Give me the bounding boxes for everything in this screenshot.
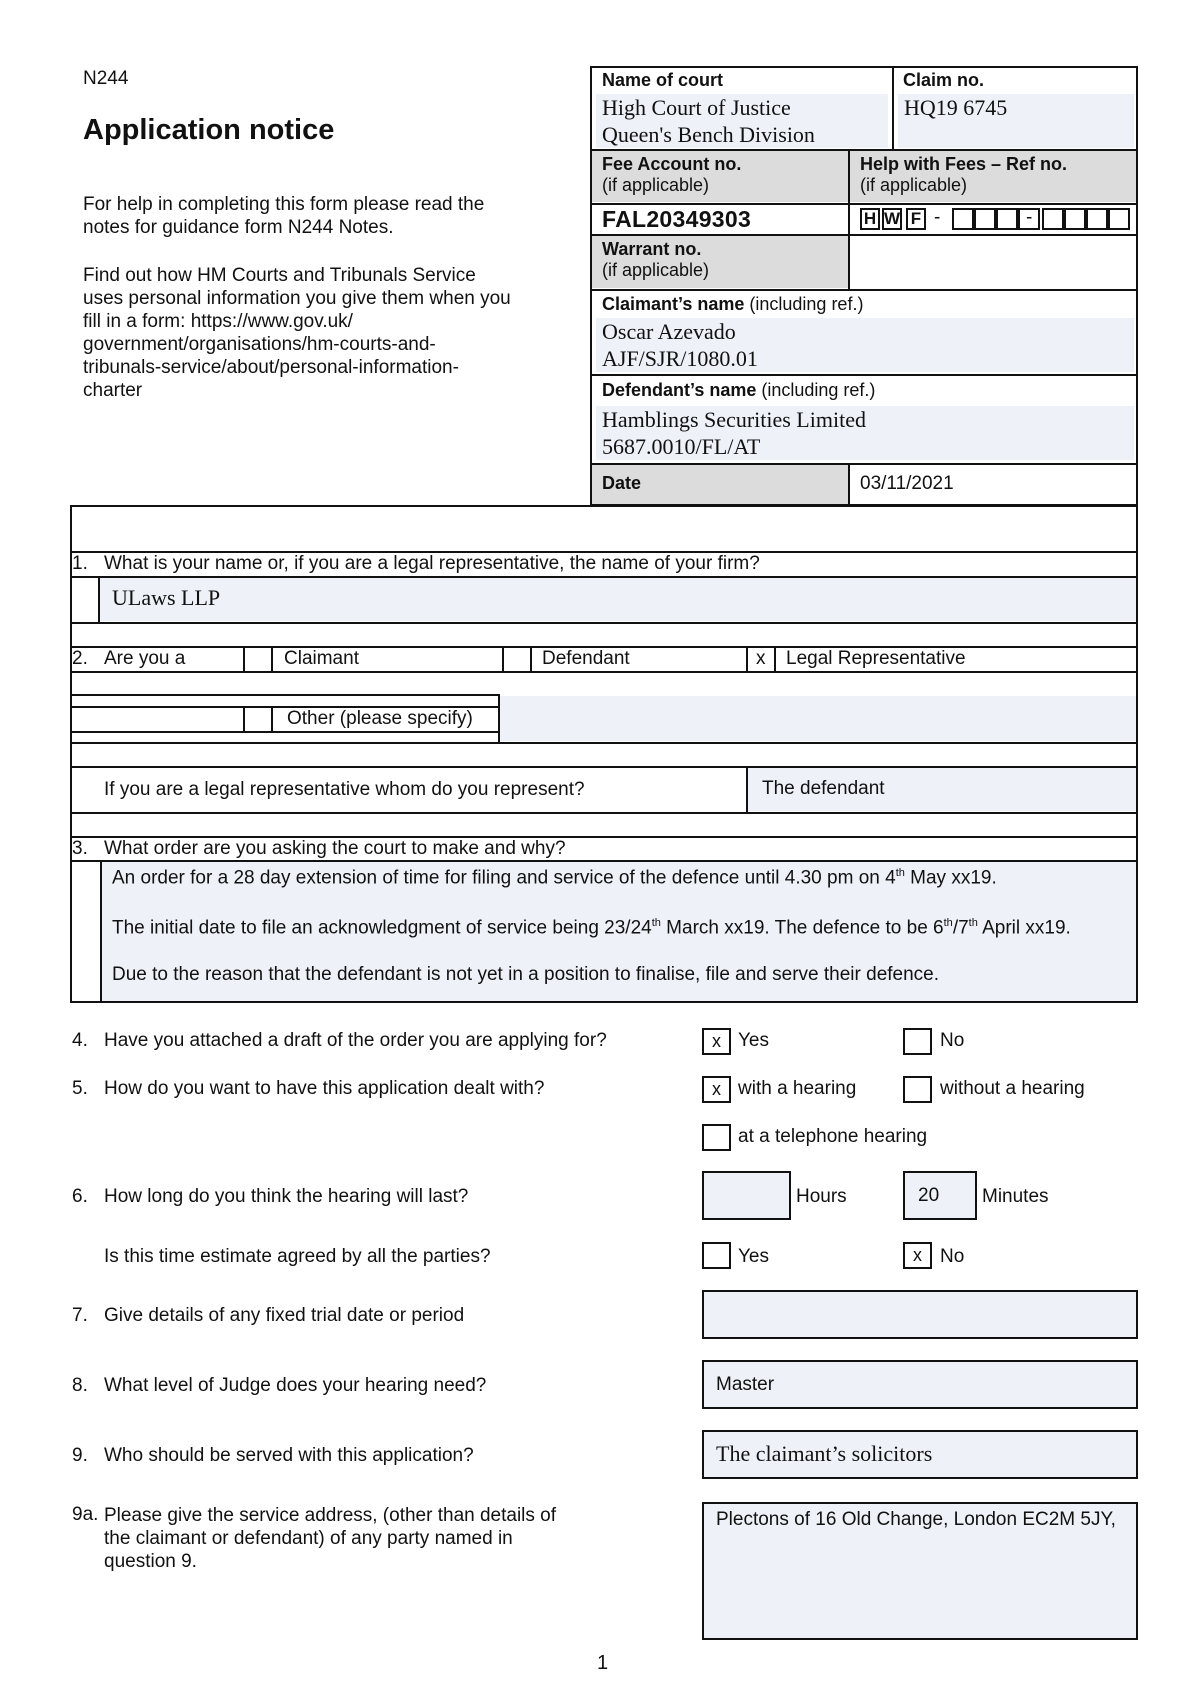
hwf-digit-box[interactable] [1086, 208, 1108, 230]
q2-text: Are you a [104, 648, 186, 669]
q3-para2-b: March xx19. The defence to be 6 [660, 917, 944, 939]
hwf-dash-1: - [934, 207, 941, 228]
q3-number: 3. [72, 838, 88, 859]
defendant-label-text: Defendant’s name [602, 380, 757, 400]
q4-text: Have you attached a draft of the order you are applying for? [104, 1030, 607, 1051]
court-line1: High Court of Justice [602, 95, 791, 120]
q3-text: What order are you asking the court to make and why? [104, 838, 566, 859]
q5-telephone-checkbox[interactable] [702, 1124, 731, 1151]
claimant-checkbox[interactable] [271, 646, 273, 671]
q4-no-label: No [940, 1030, 965, 1051]
q9-input[interactable]: The claimant’s solicitors [702, 1430, 1138, 1479]
warrant-sub: (if applicable) [602, 260, 710, 280]
hwf-digit-box[interactable] [1108, 208, 1130, 230]
court-line2: Queen's Bench Division [602, 122, 815, 147]
claimant-line2: AJF/SJR/1080.01 [602, 346, 758, 371]
claimant-label-suffix: (including ref.) [744, 294, 864, 314]
court-field[interactable] [596, 94, 888, 148]
q4-number: 4. [72, 1030, 88, 1051]
claim-label: Claim no. [903, 70, 985, 90]
claimant-label-text: Claimant’s name [602, 294, 745, 314]
q5-telephone-label: at a telephone hearing [738, 1126, 928, 1147]
defendant-line1: Hamblings Securities Limited [602, 407, 866, 432]
q3-para2-d: April xx19. [977, 917, 1071, 939]
q8-text: What level of Judge does your hearing need? [104, 1375, 487, 1396]
fee-label: Fee Account no. [602, 154, 742, 174]
q6-number: 6. [72, 1186, 88, 1207]
claimant-field[interactable] [596, 318, 1134, 372]
q8-number: 8. [72, 1375, 88, 1396]
q5-without-hearing-checkbox[interactable] [903, 1076, 932, 1103]
divider [590, 374, 1138, 376]
divider [774, 646, 776, 671]
divider [892, 66, 894, 150]
divider [70, 742, 1138, 744]
defendant-field[interactable] [596, 406, 1134, 460]
hwf-f-box: F [906, 208, 926, 230]
claim-value: HQ19 6745 [904, 95, 1008, 120]
q3-para2-sup3: th [968, 917, 978, 930]
q2-other: Other (please specify) [287, 708, 473, 729]
q8-input[interactable]: Master [702, 1360, 1138, 1409]
help-text: For help in completing this form please read the notes for guidance form N244 Notes. [83, 194, 485, 238]
q5-number: 5. [72, 1078, 88, 1099]
date-value[interactable]: 03/11/2021 [860, 473, 954, 494]
form-code: N244 [83, 68, 129, 89]
q6-agreed-no-checkbox[interactable]: x [903, 1242, 932, 1269]
q3-para1-b: May xx19. [904, 867, 997, 889]
other-specify-field[interactable] [500, 696, 1136, 741]
hwf-sub: (if applicable) [860, 175, 968, 195]
warrant-field[interactable] [850, 236, 1136, 288]
divider [70, 812, 1138, 814]
hours-label: Hours [796, 1186, 847, 1207]
q3-answer-field[interactable] [102, 862, 1136, 1001]
defendant-label [602, 380, 875, 401]
hwf-digit-box[interactable] [974, 208, 996, 230]
rep-answer: The defendant [762, 778, 885, 799]
hwf-dash-2: - [1026, 207, 1033, 228]
q6-agreed-yes-label: Yes [738, 1246, 769, 1267]
minutes-label: Minutes [982, 1186, 1049, 1207]
fee-sub: (if applicable) [602, 175, 710, 195]
legal-rep-checkbox[interactable]: x [756, 648, 766, 669]
hwf-digit-box[interactable] [1042, 208, 1064, 230]
q3-para2-a: The initial date to file an acknowledgment of service being 23/24 [112, 917, 652, 939]
warrant-label-cell [592, 236, 848, 288]
defendant-checkbox[interactable] [530, 646, 532, 671]
divider [590, 289, 1138, 291]
q9-number: 9. [72, 1445, 88, 1466]
divider [848, 463, 850, 506]
warrant-label: Warrant no. [602, 239, 702, 259]
divider [70, 671, 1138, 673]
q3-para1 [102, 862, 1136, 889]
divider [243, 706, 245, 731]
defendant-label-suffix: (including ref.) [756, 380, 876, 400]
q6-agreed-yes-checkbox[interactable] [702, 1242, 731, 1269]
q3-para1-a: An order for a 28 day extension of time for filing and service of the defence until 4.30 pm on 4 [112, 867, 896, 889]
divider [590, 203, 1138, 205]
hwf-digit-box[interactable] [952, 208, 974, 230]
q4-no-checkbox[interactable] [903, 1028, 932, 1055]
privacy-text: Find out how HM Courts and Tribunals Service uses personal information you give them when you fill in a form: https://www.gov.uk/ government/organisations/hm-courts-and-tribunals-service/about/personal-information-charter [83, 265, 511, 401]
claim-field[interactable] [898, 94, 1134, 148]
date-label: Date [602, 473, 642, 493]
rep-question: If you are a legal representative whom do you represent? [104, 779, 585, 800]
q1-number: 1. [72, 553, 88, 574]
hwf-w-box: W [884, 209, 901, 228]
fee-label-cell [592, 151, 848, 202]
hours-input[interactable] [702, 1171, 791, 1220]
q2-defendant: Defendant [542, 648, 630, 669]
q3-para2-c: /7 [952, 917, 969, 939]
claimant-line1: Oscar Azevado [602, 319, 736, 344]
divider [243, 646, 245, 671]
claimant-label [602, 294, 863, 315]
hwf-digit-box[interactable] [996, 208, 1018, 230]
q4-yes-label: Yes [738, 1030, 769, 1051]
court-label: Name of court [602, 70, 724, 90]
q6-agreed-text: Is this time estimate agreed by all the parties? [104, 1246, 491, 1267]
hwf-label: Help with Fees – Ref no. [860, 154, 1068, 174]
hwf-h-box: H [860, 208, 880, 230]
q2-number: 2. [72, 648, 88, 669]
rep-answer-field[interactable] [748, 768, 1136, 811]
divider [502, 646, 504, 671]
q9-text: Who should be served with this application? [104, 1445, 474, 1466]
q6-agreed-no-label: No [940, 1246, 965, 1267]
page-title: Application notice [83, 114, 335, 146]
divider [746, 646, 748, 671]
q3-para3: Due to the reason that the defendant is not yet in a position to finalise, file and serve their defence. [112, 963, 940, 985]
hwf-digit-box[interactable] [1064, 208, 1086, 230]
q7-number: 7. [72, 1305, 88, 1326]
q5-with-hearing-label: with a hearing [738, 1078, 857, 1099]
q7-text: Give details of any fixed trial date or period [104, 1305, 465, 1326]
defendant-line2: 5687.0010/FL/AT [602, 434, 761, 459]
q9a-number: 9a. [72, 1504, 99, 1525]
q9a-text: Please give the service address, (other than details of the claimant or defendant) of any party named in question 9. [104, 1505, 557, 1572]
q1-text: What is your name or, if you are a legal representative, the name of your firm? [104, 553, 760, 574]
fee-value[interactable]: FAL20349303 [602, 206, 752, 232]
page-number: 1 [597, 1652, 609, 1674]
q2-legal: Legal Representative [786, 648, 966, 669]
other-checkbox[interactable] [271, 706, 273, 731]
divider [70, 622, 1138, 624]
q3-para2-sup2: th [943, 917, 953, 930]
divider [70, 694, 500, 696]
q4-yes-checkbox[interactable]: x [702, 1028, 731, 1055]
q5-with-hearing-checkbox[interactable]: x [702, 1076, 731, 1103]
minutes-input[interactable]: 20 [903, 1171, 977, 1220]
q3-para1-sup: th [895, 867, 905, 879]
divider [70, 731, 500, 733]
q3-para2 [102, 889, 1136, 939]
hwf-label-cell [850, 151, 1136, 202]
q9a-input[interactable]: Plectons of 16 Old Change, London EC2M 5JY, [702, 1502, 1138, 1640]
q3-para2-sup1: th [651, 917, 661, 930]
q1-answer-field[interactable] [100, 578, 1136, 621]
date-label-cell [592, 465, 848, 504]
q5-text: How do you want to have this application dealt with? [104, 1078, 545, 1099]
q6-text: How long do you think the hearing will last? [104, 1186, 469, 1207]
q1-answer: ULaws LLP [112, 585, 221, 610]
q2-claimant: Claimant [284, 648, 359, 669]
q7-input[interactable] [702, 1290, 1138, 1339]
q5-without-hearing-label: without a hearing [940, 1078, 1085, 1099]
